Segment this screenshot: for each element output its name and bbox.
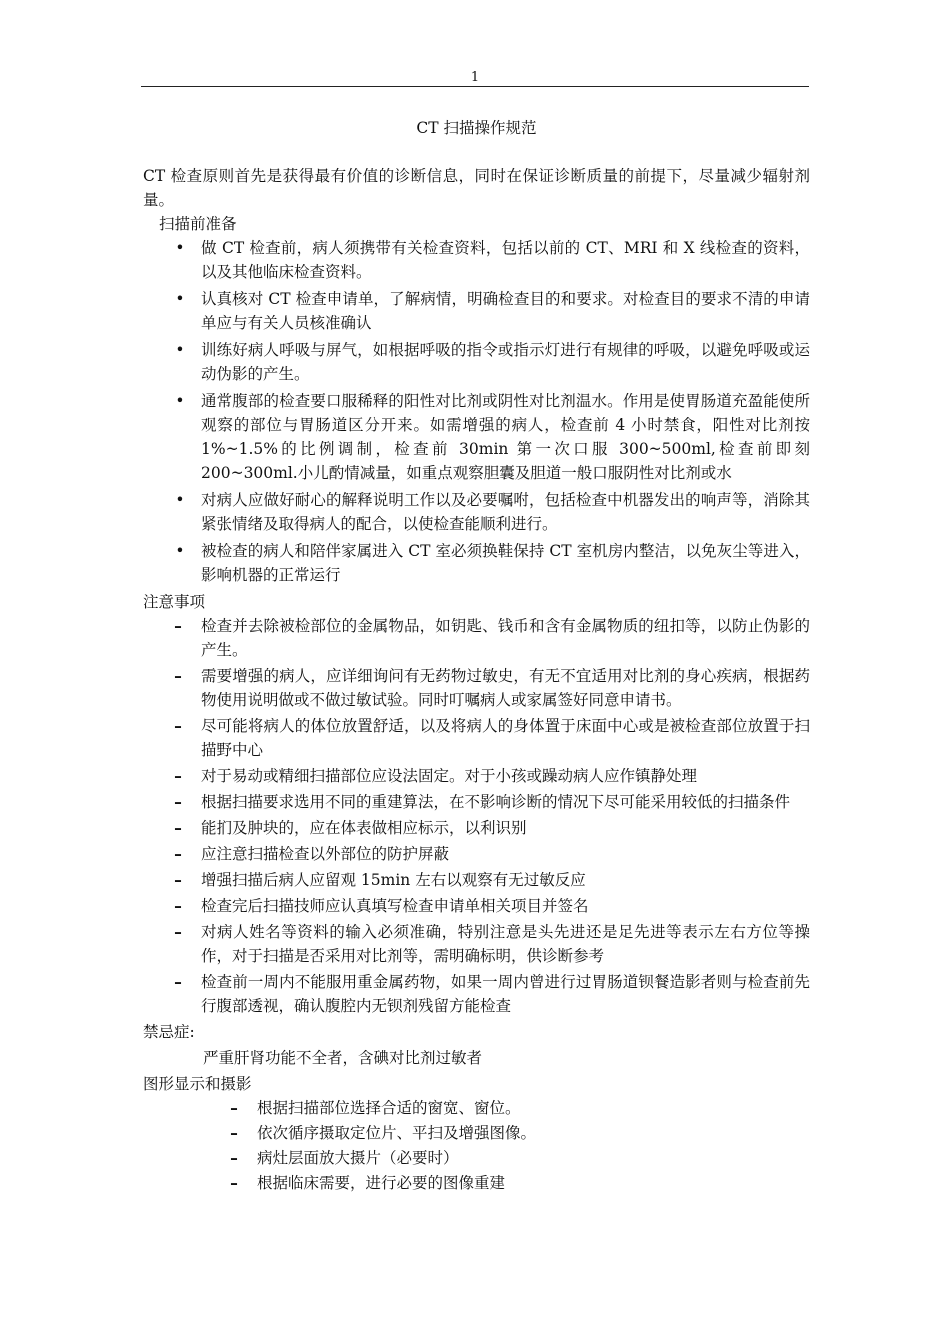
notes-list <box>143 614 810 1018</box>
list-item <box>143 614 810 662</box>
document-title: CT 扫描操作规范 <box>416 119 537 137</box>
list-item-text: 能扪及肿块的，应在体表做相应标示，以利识别 <box>201 819 527 837</box>
list-item-text: 对病人应做好耐心的解释说明工作以及必要嘱咐，包括检查中机器发出的响声等，消除其紧张情绪及取得病人的配合，以使检查能顺利进行。 <box>201 491 810 533</box>
list-item-text: 需要增强的病人，应详细询问有无药物过敏史，有无不宜适用对比剂的身心疾病，根据药物使用说明做或不做过敏试验。同时叮嘱病人或家属签好同意申请书。 <box>201 667 810 709</box>
preparation-list <box>143 236 810 587</box>
list-item <box>143 287 810 335</box>
dash-marker: – <box>174 717 182 735</box>
dash-marker: – <box>174 793 182 811</box>
list-item <box>143 389 810 485</box>
list-item <box>143 1146 810 1170</box>
dash-marker: – <box>174 973 182 991</box>
dash-marker: – <box>174 767 182 785</box>
list-item-text: 通常腹部的检查要口服稀释的阳性对比剂或阴性对比剂温水。作用是使胃肠道充盈能使所观察的部位与胃肠道区分开来。如需增强的病人，检查前 4 小时禁食，阳性对比剂按 1%~1.5%的比例调制，检查前 30min 第一次口服 300~500ml,检查前即刻 200~300ml.小儿酌情减量，如重点观察胆囊及胆道一般口服阴性对比剂或水 <box>201 392 810 482</box>
header-rule <box>141 86 809 87</box>
dash-marker: – <box>174 897 182 915</box>
list-item <box>143 894 810 918</box>
list-item <box>143 539 810 587</box>
list-item <box>143 714 810 762</box>
list-item-text: 增强扫描后病人应留观 15min 左右以观察有无过敏反应 <box>201 871 586 889</box>
list-item <box>143 816 810 840</box>
list-item <box>143 790 810 814</box>
dash-marker: – <box>230 1124 238 1142</box>
bullet-marker: • <box>175 542 185 560</box>
notes-heading: 注意事项 <box>143 593 206 611</box>
imaging-heading: 图形显示和摄影 <box>143 1075 252 1093</box>
dash-marker: – <box>174 617 182 635</box>
list-item <box>143 868 810 892</box>
dash-marker: – <box>174 923 182 941</box>
list-item <box>143 764 810 788</box>
dash-marker: – <box>174 845 182 863</box>
list-item-text: 根据临床需要，进行必要的图像重建 <box>257 1174 506 1192</box>
contraindications-heading: 禁忌症: <box>143 1023 195 1041</box>
dash-marker: – <box>174 819 182 837</box>
dash-marker: – <box>230 1099 238 1117</box>
list-item-text: 被检查的病人和陪伴家属进入 CT 室必须换鞋保持 CT 室机房内整洁，以免灰尘等进入，影响机器的正常运行 <box>201 542 810 584</box>
list-item-text: 检查并去除被检部位的金属物品，如钥匙、钱币和含有金属物质的纽扣等，以防止伪影的产生。 <box>201 617 810 659</box>
list-item-text: 检查完后扫描技师应认真填写检查申请单相关项目并签名 <box>201 897 589 915</box>
list-item-text: 尽可能将病人的体位放置舒适，以及将病人的身体置于床面中心或是被检查部位放置于扫描野中心 <box>201 717 810 759</box>
list-item-text: 做 CT 检查前，病人须携带有关检查资料，包括以前的 CT、MRI 和 X 线检查的资料，以及其他临床检查资料。 <box>201 239 810 281</box>
list-item-text: 根据扫描部位选择合适的窗宽、窗位。 <box>257 1099 521 1117</box>
bullet-marker: • <box>175 290 185 308</box>
list-item-text: 对病人姓名等资料的输入必须准确，特别注意是头先进还是足先进等表示左右方位等操作，对于扫描是否采用对比剂等，需明确标明，供诊断参考 <box>201 923 810 965</box>
intro-paragraph: CT 检查原则首先是获得最有价值的诊断信息，同时在保证诊断质量的前提下，尽量减少辐射剂量。 <box>143 167 810 209</box>
list-item <box>143 1171 810 1195</box>
list-item-text: 应注意扫描检查以外部位的防护屏蔽 <box>201 845 450 863</box>
contraindications-text: 严重肝肾功能不全者，含碘对比剂过敏者 <box>203 1049 483 1067</box>
dash-marker: – <box>174 871 182 889</box>
document-body <box>143 116 810 1196</box>
preparation-heading: 扫描前准备 <box>159 215 237 233</box>
list-item-text: 病灶层面放大摄片（必要时） <box>257 1149 459 1167</box>
list-item-text: 依次循序摄取定位片、平扫及增强图像。 <box>257 1124 537 1142</box>
imaging-list <box>143 1096 810 1195</box>
bullet-marker: • <box>175 239 185 257</box>
list-item-text: 检查前一周内不能服用重金属药物，如果一周内曾进行过胃肠道钡餐造影者则与检查前先行腹部透视，确认腹腔内无钡剂残留方能检查 <box>201 973 810 1015</box>
list-item <box>143 664 810 712</box>
page-number: 1 <box>470 70 480 85</box>
dash-marker: – <box>230 1174 238 1192</box>
list-item <box>143 338 810 386</box>
list-item <box>143 920 810 968</box>
list-item-text: 认真核对 CT 检查申请单，了解病情，明确检查目的和要求。对检查目的要求不清的申请单应与有关人员核准确认 <box>201 290 810 332</box>
list-item <box>143 842 810 866</box>
list-item-text: 根据扫描要求选用不同的重建算法，在不影响诊断的情况下尽可能采用较低的扫描条件 <box>201 793 791 811</box>
list-item-text: 对于易动或精细扫描部位应设法固定。对于小孩或躁动病人应作镇静处理 <box>201 767 698 785</box>
list-item <box>143 970 810 1018</box>
dash-marker: – <box>230 1149 238 1167</box>
list-item-text: 训练好病人呼吸与屏气，如根据呼吸的指令或指示灯进行有规律的呼吸，以避免呼吸或运动伪影的产生。 <box>201 341 810 383</box>
bullet-marker: • <box>175 491 185 509</box>
bullet-marker: • <box>175 392 185 410</box>
dash-marker: – <box>174 667 182 685</box>
list-item <box>143 1096 810 1120</box>
list-item <box>143 1121 810 1145</box>
bullet-marker: • <box>175 341 185 359</box>
list-item <box>143 488 810 536</box>
list-item <box>143 236 810 284</box>
